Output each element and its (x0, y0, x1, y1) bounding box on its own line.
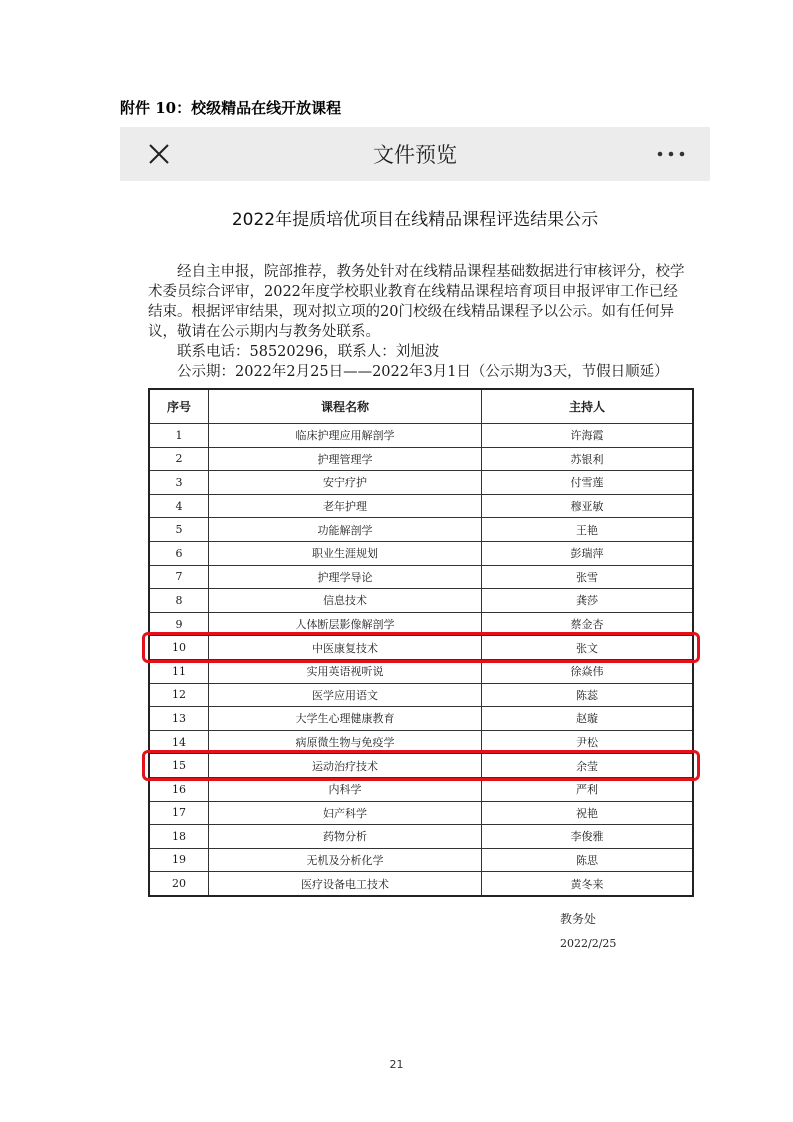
row-seq: 17 (149, 801, 209, 825)
row-seq: 14 (149, 730, 209, 754)
row-seq: 19 (149, 848, 209, 872)
row-seq: 16 (149, 777, 209, 801)
row-seq: 11 (149, 659, 209, 683)
row-seq: 18 (149, 825, 209, 849)
row-host: 徐焱伟 (482, 659, 694, 683)
row-course-name: 无机及分析化学 (209, 848, 482, 872)
notice-body (148, 262, 688, 382)
row-seq: 5 (149, 518, 209, 542)
attachment-title: 附件 10：校级精品在线开放课程 (120, 99, 342, 117)
row-course-name: 护理学导论 (209, 565, 482, 589)
file-preview-bar (120, 127, 710, 181)
row-host: 彭瑞萍 (482, 541, 694, 565)
table-row (149, 801, 693, 825)
notice-title: 2022年提质培优项目在线精品课程评选结果公示 (231, 210, 599, 230)
row-seq: 8 (149, 589, 209, 613)
row-seq: 6 (149, 541, 209, 565)
row-course-name: 医疗设备电工技术 (209, 872, 482, 896)
preview-title: 文件预览 (373, 143, 457, 167)
row-host: 严利 (482, 777, 694, 801)
row-seq: 13 (149, 707, 209, 731)
table-row (149, 825, 693, 849)
row-seq: 20 (149, 872, 209, 896)
row-seq: 3 (149, 471, 209, 495)
row-seq: 1 (149, 424, 209, 448)
row-course-name: 运动治疗技术 (209, 754, 482, 778)
header-course-name: 课程名称 (209, 389, 482, 424)
table-row (149, 447, 693, 471)
table-row (149, 707, 693, 731)
table-row (149, 541, 693, 565)
highlight-box-row-15 (142, 750, 700, 782)
row-course-name: 病原微生物与免疫学 (209, 730, 482, 754)
row-course-name: 安宁疗护 (209, 471, 482, 495)
table-header-row (149, 389, 693, 424)
row-course-name: 内科学 (209, 777, 482, 801)
highlight-box-row-10 (142, 632, 700, 664)
signature-date: 2022/2/25 (560, 937, 617, 950)
header-seq: 序号 (149, 389, 209, 424)
row-course-name: 中医康复技术 (209, 636, 482, 660)
row-course-name: 妇产科学 (209, 801, 482, 825)
row-host: 黄冬来 (482, 872, 694, 896)
row-seq: 9 (149, 612, 209, 636)
row-seq: 15 (149, 754, 209, 778)
row-course-name: 信息技术 (209, 589, 482, 613)
row-host: 余莹 (482, 754, 694, 778)
table-row (149, 471, 693, 495)
row-course-name: 临床护理应用解剖学 (209, 424, 482, 448)
row-host: 李俊雅 (482, 825, 694, 849)
row-host: 祝艳 (482, 801, 694, 825)
row-seq: 2 (149, 447, 209, 471)
row-course-name: 大学生心理健康教育 (209, 707, 482, 731)
period-line: 公示期：2022年2月25日——2022年3月1日（公示期为3天，节假日顺延） (177, 364, 669, 380)
notice-paragraph: 经自主申报，院部推荐，教务处针对在线精品课程基础数据进行审核评分，校学术委员综合评审，2022年度学校职业教育在线精品课程培育项目申报评审工作已经结束。根据评审结果，现对拟立项的20门校级在线精品课程予以公示。如有任何异议，敬请在公示期内与教务处联系。 (148, 264, 685, 340)
table-row (149, 424, 693, 448)
row-course-name: 人体断层影像解剖学 (209, 612, 482, 636)
header-host: 主持人 (482, 389, 694, 424)
table-row (149, 589, 693, 613)
row-host: 蔡金杏 (482, 612, 694, 636)
row-course-name: 护理管理学 (209, 447, 482, 471)
row-host: 张雪 (482, 565, 694, 589)
row-host: 陈蕊 (482, 683, 694, 707)
table-row (149, 872, 693, 896)
row-seq: 10 (149, 636, 209, 660)
table-row (149, 518, 693, 542)
row-course-name: 职业生涯规划 (209, 541, 482, 565)
row-course-name: 功能解剖学 (209, 518, 482, 542)
row-seq: 4 (149, 494, 209, 518)
table-row (149, 494, 693, 518)
row-course-name: 药物分析 (209, 825, 482, 849)
row-course-name: 老年护理 (209, 494, 482, 518)
row-host: 付雪莲 (482, 471, 694, 495)
row-host: 陈思 (482, 848, 694, 872)
row-host: 许海霞 (482, 424, 694, 448)
contact-line: 联系电话：58520296，联系人：刘旭波 (177, 344, 440, 360)
table-row (149, 848, 693, 872)
row-host: 穆亚敏 (482, 494, 694, 518)
more-icon[interactable] (656, 143, 686, 165)
row-host: 龚莎 (482, 589, 694, 613)
row-host: 王艳 (482, 518, 694, 542)
row-host: 尹松 (482, 730, 694, 754)
row-course-name: 医学应用语文 (209, 683, 482, 707)
row-host: 张文 (482, 636, 694, 660)
table-row (149, 683, 693, 707)
row-host: 赵璇 (482, 707, 694, 731)
row-course-name: 实用英语视听说 (209, 659, 482, 683)
table-row (149, 565, 693, 589)
row-host: 苏银利 (482, 447, 694, 471)
signature-office: 教务处 (560, 912, 597, 926)
row-seq: 12 (149, 683, 209, 707)
page-number: 21 (389, 1058, 404, 1071)
row-seq: 7 (149, 565, 209, 589)
